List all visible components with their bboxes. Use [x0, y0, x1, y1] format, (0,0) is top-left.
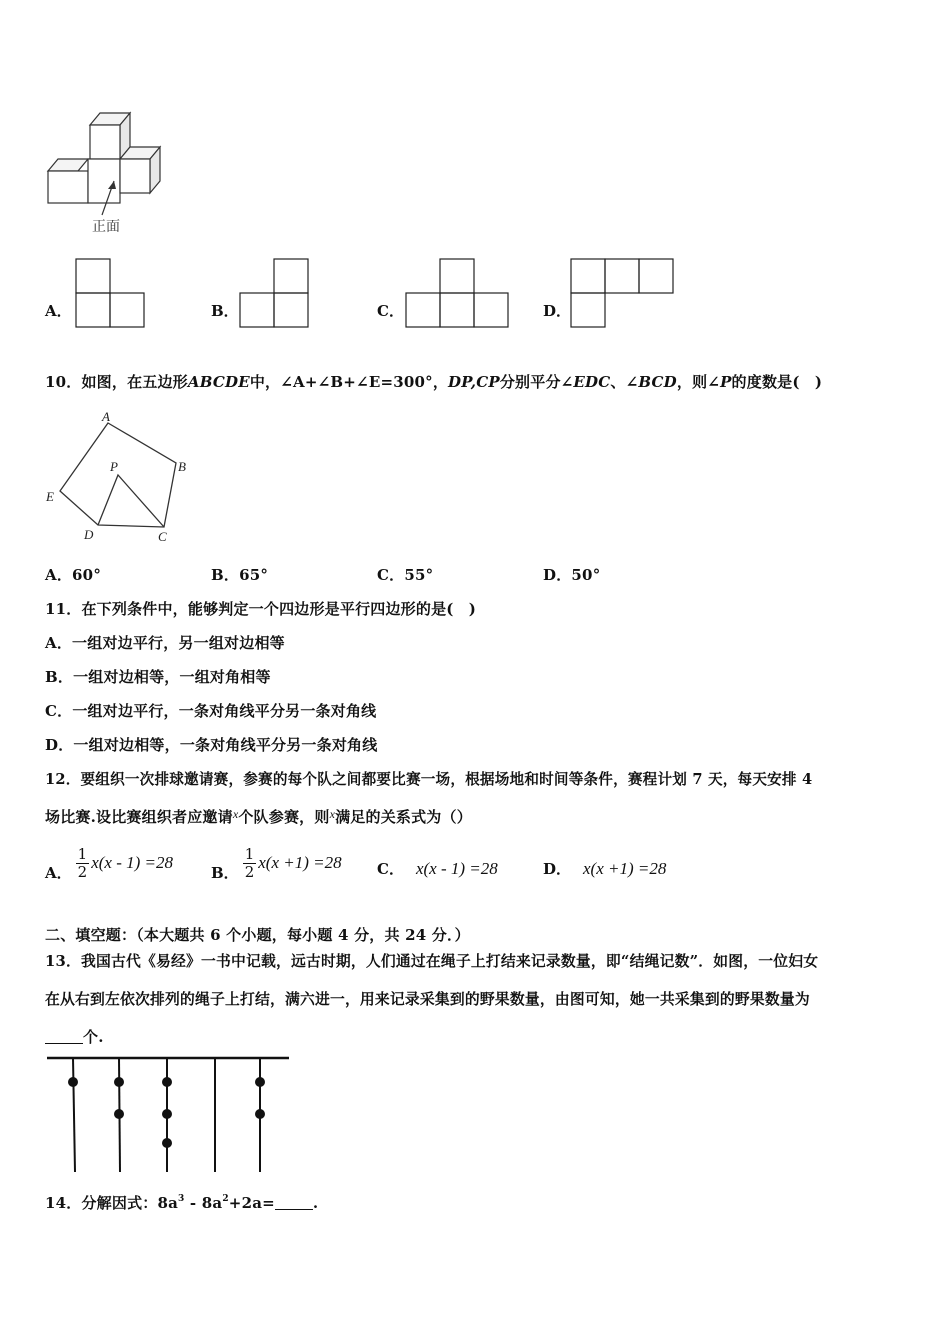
vertex-p: P	[110, 459, 118, 474]
q11-option-c[interactable]: C．一组对边平行，一条对角线平分另一条对角线	[45, 702, 377, 720]
knot	[255, 1077, 265, 1087]
q9-option-d-label[interactable]: D．	[543, 302, 572, 320]
answer-blank[interactable]	[275, 1195, 313, 1210]
q12-var-2: x	[329, 807, 336, 821]
section-2-title: 二、填空题：（本大题共 6 个小题，每小题 4 分，共 24 分．）	[45, 926, 470, 944]
q10-stem: 10．如图，在五边形ABCDE中，∠A+∠B+∠E=300°，DP,CP分别平分∠EDC、∠BCD，则∠P的度数是( )	[45, 373, 823, 391]
q12-option-a[interactable]: A． $\frac{1}{2}$ x(x - 1) =28	[45, 844, 173, 882]
q10-pentagon-figure	[40, 405, 200, 545]
q12-option-c[interactable]: C． x(x - 1) =28	[377, 858, 498, 878]
q14-stem: 14．分解因式：$8a^3 - 8a^2+2a=$ .	[45, 1194, 319, 1212]
knot	[68, 1077, 78, 1087]
fraction: $\frac{1}{2}$	[244, 844, 255, 881]
q13-line2: 在从右到左依次排列的绳子上打结，满六进一，用来记录采集到的野果数量，由图可知，她一共采集到的野果数量为	[45, 991, 810, 1008]
vertex-b: B	[178, 459, 186, 474]
front-label: 正面	[92, 220, 120, 235]
q12-option-b[interactable]: B． $\frac{1}{2}$ x(x +1) =28	[211, 844, 342, 882]
q13-line3: 个.	[45, 1026, 104, 1047]
q9-option-a-label[interactable]: A．	[45, 302, 72, 320]
q10-option-c[interactable]: C．55°	[377, 566, 434, 584]
q9-option-c-figure	[405, 258, 511, 330]
q9-option-a-figure	[75, 258, 147, 330]
knot	[162, 1138, 172, 1148]
fraction: $\frac{1}{2}$	[77, 844, 88, 881]
vertex-a: A	[102, 409, 110, 424]
triangle-dpc	[98, 475, 164, 527]
q13-line1: 13．我国古代《易经》一书中记载，远古时期，人们通过在绳子上打结来记录数量，即“结绳记数”．如图，一位妇女	[45, 953, 819, 970]
vertex-d: D	[84, 527, 94, 542]
knot	[114, 1077, 124, 1087]
knot	[114, 1109, 124, 1119]
q9-cubes-figure	[40, 105, 180, 240]
q9-option-b-label[interactable]: B．	[211, 302, 239, 320]
q10-option-b[interactable]: B．65°	[211, 566, 269, 584]
q9-option-d-figure	[570, 258, 678, 330]
rope-1	[73, 1058, 75, 1172]
knot	[255, 1109, 265, 1119]
q11-option-d[interactable]: D．一组对边相等，一条对角线平分另一条对角线	[45, 736, 378, 754]
q12-stem-line2: 场比赛.设比赛组织者应邀请$^x$个队参赛，则$^x$满足的关系式为（）	[45, 807, 472, 826]
vertex-c: C	[158, 529, 167, 544]
q13-knot-rope-figure	[45, 1052, 295, 1177]
q10-option-d[interactable]: D．50°	[543, 566, 601, 584]
q12-stem-line1: 12．要组织一次排球邀请赛，参赛的每个队之间都要比赛一场，根据场地和时间等条件，赛程计划 7 天，每天安排 4	[45, 771, 813, 788]
knot	[162, 1077, 172, 1087]
answer-blank[interactable]	[45, 1029, 83, 1044]
q9-option-b-figure	[239, 258, 311, 330]
q11-option-b[interactable]: B．一组对边相等，一组对角相等	[45, 668, 271, 686]
q12-option-d[interactable]: D． x(x +1) =28	[543, 858, 667, 878]
q9-option-c-label[interactable]: C．	[377, 302, 404, 320]
q11-stem: 11．在下列条件中，能够判定一个四边形是平行四边形的是( )	[45, 600, 477, 618]
q11-option-a[interactable]: A．一组对边平行，另一组对边相等	[45, 634, 285, 652]
knot	[162, 1109, 172, 1119]
vertex-e: E	[46, 489, 54, 504]
q10-option-a[interactable]: A．60°	[45, 566, 102, 584]
